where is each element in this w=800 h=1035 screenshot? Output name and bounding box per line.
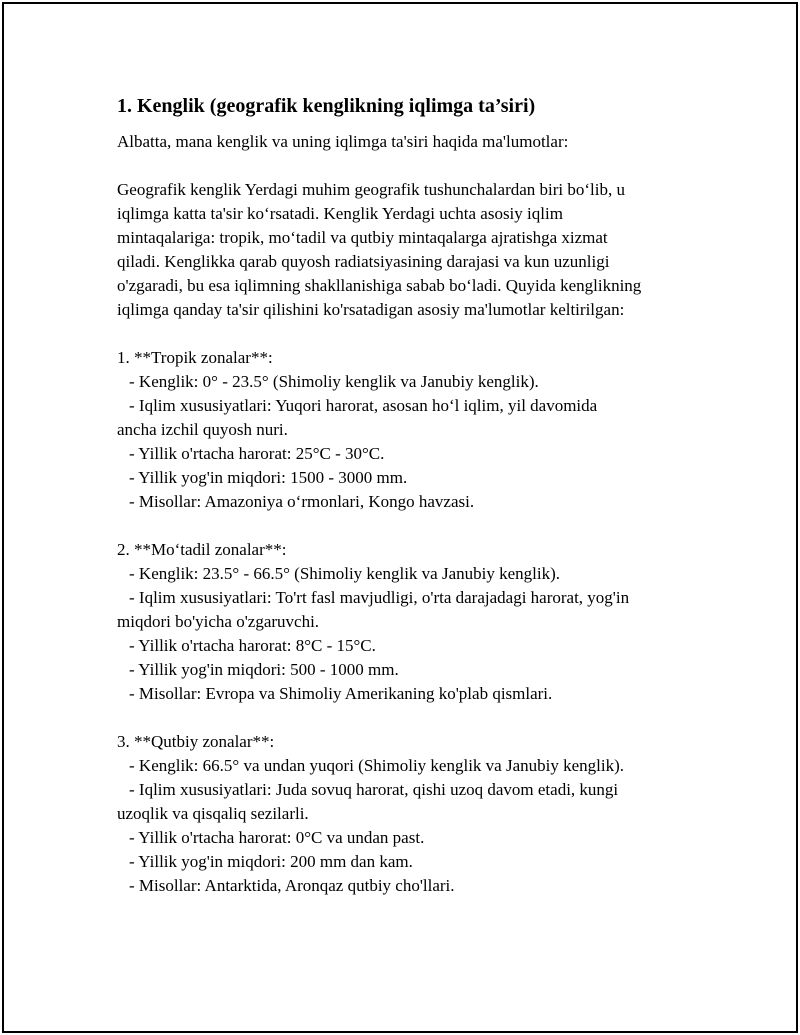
zone-section-temperate [117, 538, 717, 706]
zone-item: - Yillik yog'in miqdori: 1500 - 3000 mm. [129, 468, 408, 487]
spacer [117, 514, 717, 538]
zone-title: 2. **Mo‘tadil zonalar**: [117, 540, 287, 559]
zone-item: - Misollar: Antarktida, Aronqaz qutbiy cho'llari. [129, 876, 455, 895]
zone-item: - Yillik yog'in miqdori: 500 - 1000 mm. [129, 660, 399, 679]
section-heading: 1. Kenglik (geografik kenglikning iqlimga ta’siri) [117, 95, 536, 117]
paragraph-line: iqlimga qanday ta'sir qilishini ko'rsatadigan asosiy ma'lumotlar keltirilgan: [117, 300, 625, 319]
zone-item: - Misollar: Evropa va Shimoliy Amerikaning ko'plab qismlari. [129, 684, 553, 703]
intro-text: Albatta, mana kenglik va uning iqlimga ta'siri haqida ma'lumotlar: [117, 132, 569, 151]
zone-item-continuation: miqdori bo'yicha o'zgaruvchi. [117, 612, 320, 631]
paragraph-line: iqlimga katta ta'sir ko‘rsatadi. Kenglik Yerdagi uchta asosiy iqlim [117, 204, 563, 223]
zone-item: - Iqlim xususiyatlari: Yuqori harorat, asosan ho‘l iqlim, yil davomida [129, 396, 598, 415]
paragraph-line: Geografik kenglik Yerdagi muhim geografik tushunchalardan biri bo‘lib, u [117, 180, 625, 199]
zone-section-tropical [117, 346, 717, 514]
main-paragraph [117, 178, 717, 322]
zone-item: - Iqlim xususiyatlari: Juda sovuq harorat, qishi uzoq davom etadi, kungi [129, 780, 619, 799]
zone-title: 3. **Qutbiy zonalar**: [117, 732, 275, 751]
spacer [117, 706, 717, 730]
document-body [117, 92, 717, 898]
zone-item: - Iqlim xususiyatlari: To'rt fasl mavjudligi, o'rta darajadagi harorat, yog'in [129, 588, 630, 607]
zone-item: - Kenglik: 0° - 23.5° (Shimoliy kenglik va Janubiy kenglik). [129, 372, 539, 391]
zone-item: - Misollar: Amazoniya o‘rmonlari, Kongo havzasi. [129, 492, 475, 511]
zone-title: 1. **Tropik zonalar**: [117, 348, 273, 367]
zone-item: - Kenglik: 66.5° va undan yuqori (Shimoliy kenglik va Janubiy kenglik). [129, 756, 625, 775]
zone-section-polar [117, 730, 717, 898]
zone-item: - Yillik o'rtacha harorat: 25°C - 30°C. [129, 444, 385, 463]
zone-item-continuation: ancha izchil quyosh nuri. [117, 420, 288, 439]
spacer [117, 322, 717, 346]
zone-item: - Kenglik: 23.5° - 66.5° (Shimoliy kenglik va Janubiy kenglik). [129, 564, 560, 583]
zone-item-continuation: uzoqlik va qisqaliq sezilarli. [117, 804, 309, 823]
paragraph-line: o'zgaradi, bu esa iqlimning shakllanishiga sabab bo‘ladi. Quyida kenglikning [117, 276, 642, 295]
paragraph-line: mintaqalariga: tropik, mo‘tadil va qutbiy mintaqalarga ajratishga xizmat [117, 228, 608, 247]
spacer [117, 154, 717, 178]
zone-item: - Yillik o'rtacha harorat: 8°C - 15°C. [129, 636, 376, 655]
zone-item: - Yillik yog'in miqdori: 200 mm dan kam. [129, 852, 413, 871]
paragraph-line: qiladi. Kenglikka qarab quyosh radiatsiyasining darajasi va kun uzunligi [117, 252, 610, 271]
zone-item: - Yillik o'rtacha harorat: 0°C va undan past. [129, 828, 425, 847]
